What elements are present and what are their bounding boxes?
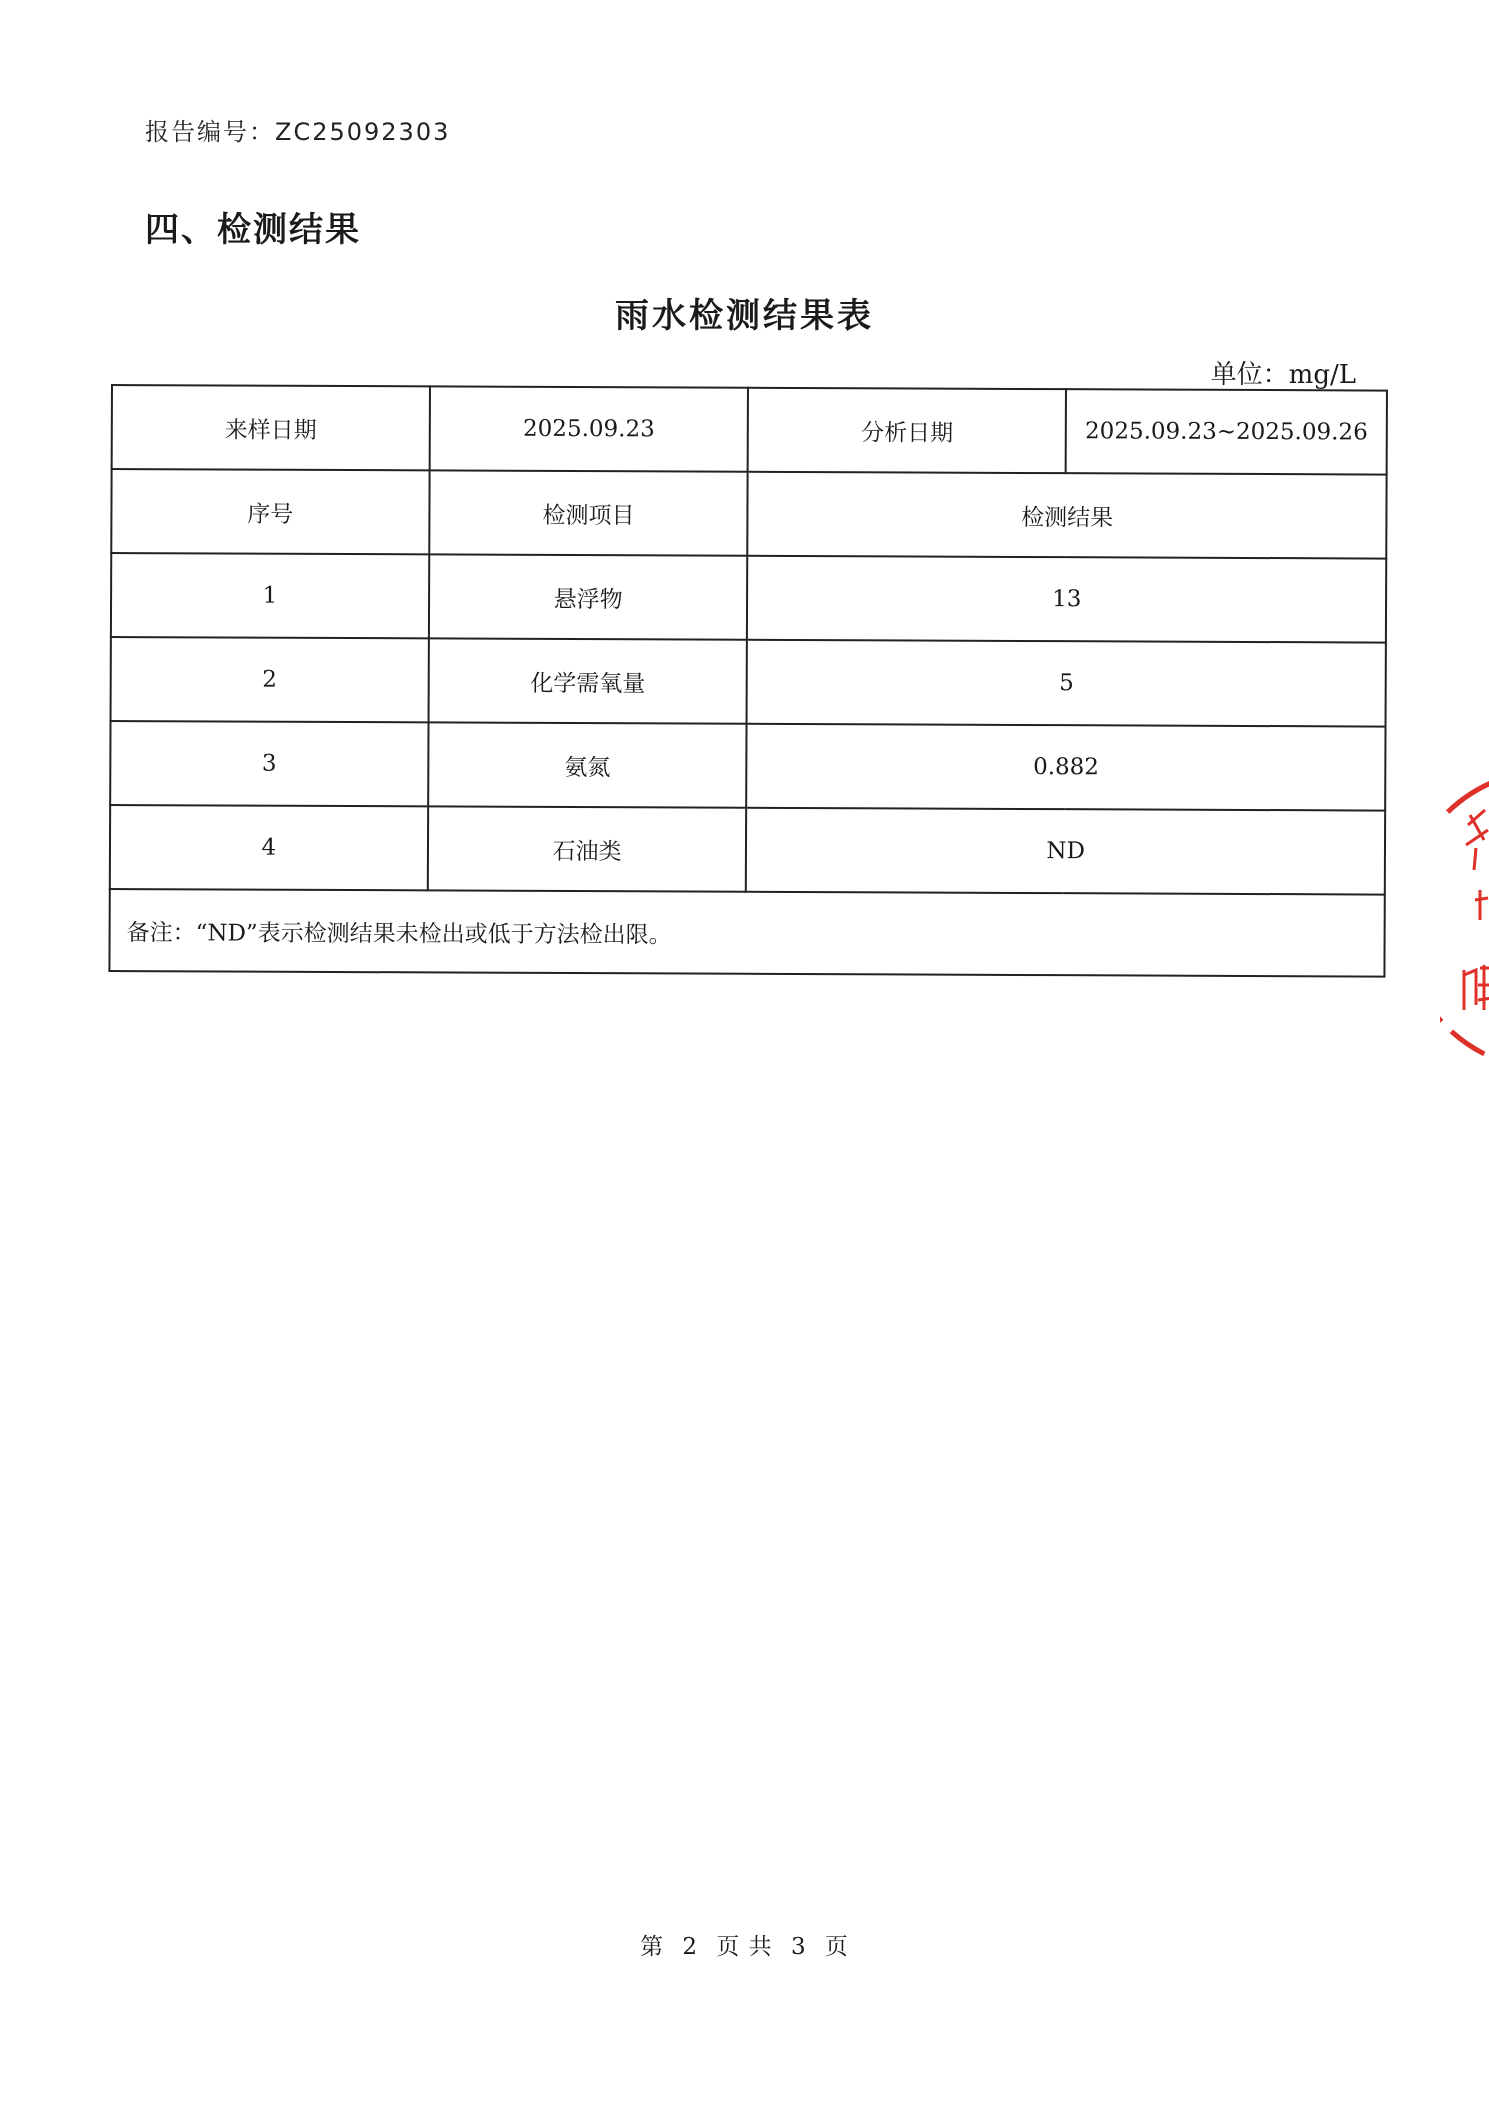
row-no: 3 — [110, 721, 428, 806]
table-row — [111, 637, 1386, 727]
note-row — [109, 889, 1384, 977]
report-number — [145, 112, 450, 147]
sample-date-value: 2025.09.23 — [429, 386, 748, 471]
row-no: 4 — [110, 805, 428, 890]
footer-total-pages: 3 — [790, 1934, 807, 1960]
row-result: ND — [746, 808, 1385, 895]
footer-suffix: 页 — [824, 1934, 849, 1960]
stamp-arc-icon — [1440, 770, 1489, 1070]
header-item: 检测项目 — [429, 470, 748, 555]
row-item: 氨氮 — [428, 722, 747, 807]
analysis-date-label: 分析日期 — [748, 388, 1066, 473]
table-header-row — [111, 469, 1386, 559]
footer-page-number: 2 — [682, 1934, 699, 1960]
inspection-stamp — [1440, 770, 1489, 1070]
row-item: 化学需氧量 — [428, 638, 747, 723]
row-item: 石油类 — [428, 806, 747, 891]
sample-date-label: 来样日期 — [112, 385, 430, 470]
table-note: 备注：“ND”表示检测结果未检出或低于方法检出限。 — [109, 889, 1384, 977]
row-no: 2 — [111, 637, 429, 722]
table-row — [111, 553, 1386, 643]
table-row — [110, 805, 1385, 895]
row-result: 13 — [747, 556, 1386, 643]
table-row-dates — [112, 385, 1387, 475]
header-result: 检测结果 — [748, 472, 1387, 559]
report-number-label: 报告编号： — [145, 118, 275, 146]
footer-prefix: 第 — [640, 1934, 665, 1960]
row-result: 5 — [747, 640, 1386, 727]
report-number-value: ZC25092303 — [275, 118, 451, 146]
table-row — [110, 721, 1385, 811]
row-no: 1 — [111, 553, 429, 638]
section-title: 四、检测结果 — [145, 210, 361, 250]
row-item: 悬浮物 — [429, 554, 748, 639]
results-table — [108, 384, 1388, 978]
table-title: 雨水检测结果表 — [615, 296, 874, 336]
page-footer — [0, 1928, 1489, 1961]
footer-mid: 页 共 — [716, 1934, 773, 1960]
header-no: 序号 — [111, 469, 429, 554]
row-result: 0.882 — [747, 724, 1386, 811]
unit-label: 单位：mg/L — [1210, 360, 1356, 390]
analysis-date-value: 2025.09.23~2025.09.26 — [1066, 389, 1387, 474]
